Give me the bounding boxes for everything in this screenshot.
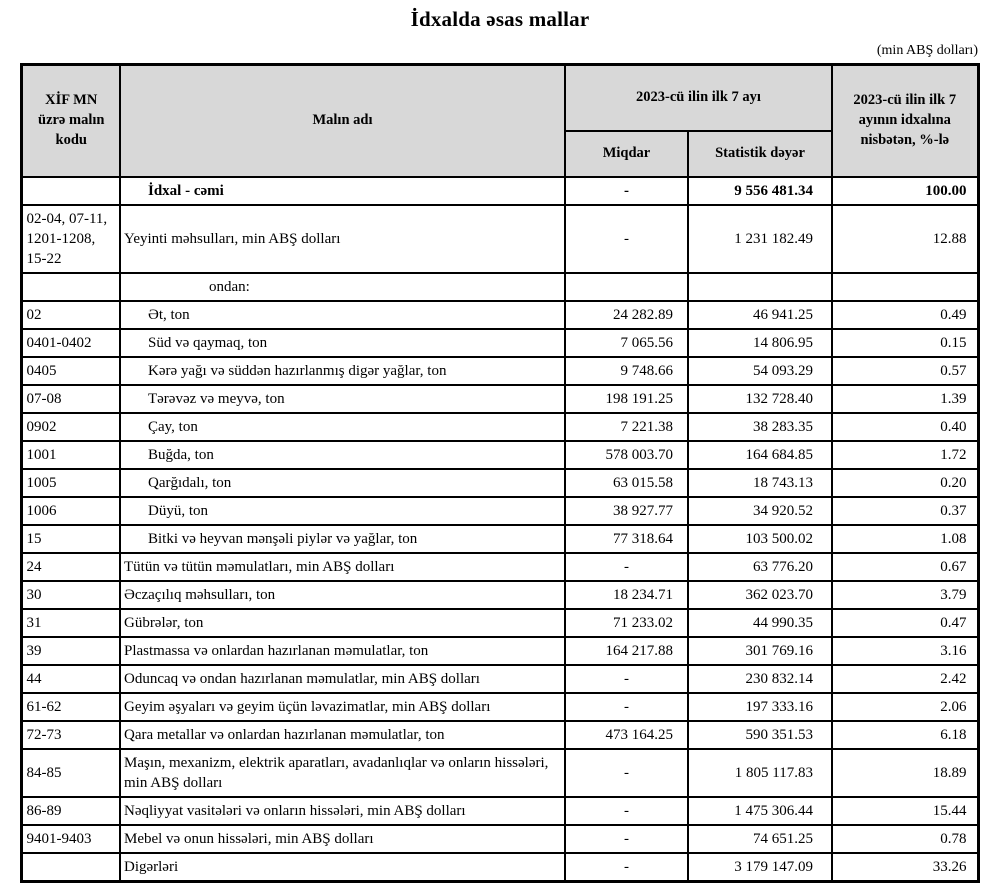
imports-table <box>20 63 979 883</box>
share-cell: 0.40 <box>832 413 978 441</box>
table-row <box>22 693 978 721</box>
stat-value-cell: 197 333.16 <box>688 693 832 721</box>
table-row <box>22 749 978 797</box>
stat-value-cell: 44 990.35 <box>688 609 832 637</box>
stat-value-cell: 9 556 481.34 <box>688 177 832 205</box>
header-share: 2023-cü ilin ilk 7 ayının idxalına nisbətən, %-lə <box>832 65 978 177</box>
quantity-cell: 164 217.88 <box>565 637 688 665</box>
share-cell: 33.26 <box>832 853 978 882</box>
quantity-cell: 578 003.70 <box>565 441 688 469</box>
table-row <box>22 497 978 525</box>
quantity-cell: 9 748.66 <box>565 357 688 385</box>
header-period: 2023-cü ilin ilk 7 ayı <box>565 65 832 131</box>
code-cell: 39 <box>22 637 120 665</box>
stat-value-cell: 63 776.20 <box>688 553 832 581</box>
name-cell: Oduncaq və ondan hazırlanan məmulatlar, min ABŞ dolları <box>120 665 565 693</box>
stat-value-cell: 1 475 306.44 <box>688 797 832 825</box>
name-cell: Mebel və onun hissələri, min ABŞ dolları <box>120 825 565 853</box>
name-cell: Maşın, mexanizm, elektrik aparatları, avadanlıqlar və onların hissələri, min ABŞ dolları <box>120 749 565 797</box>
quantity-cell <box>565 273 688 301</box>
quantity-cell: - <box>565 665 688 693</box>
code-cell: 1005 <box>22 469 120 497</box>
code-cell: 9401-9403 <box>22 825 120 853</box>
quantity-cell: 77 318.64 <box>565 525 688 553</box>
name-cell: Ət, ton <box>120 301 565 329</box>
share-cell: 0.15 <box>832 329 978 357</box>
quantity-cell: 38 927.77 <box>565 497 688 525</box>
share-cell: 100.00 <box>832 177 978 205</box>
table-row <box>22 385 978 413</box>
table-row <box>22 525 978 553</box>
code-cell <box>22 177 120 205</box>
table-row <box>22 721 978 749</box>
name-cell: Bitki və heyvan mənşəli piylər və yağlar, ton <box>120 525 565 553</box>
name-cell: Əczaçılıq məhsulları, ton <box>120 581 565 609</box>
quantity-cell: 473 164.25 <box>565 721 688 749</box>
quantity-cell: 71 233.02 <box>565 609 688 637</box>
name-cell: Tərəvəz və meyvə, ton <box>120 385 565 413</box>
table-row <box>22 581 978 609</box>
stat-value-cell: 74 651.25 <box>688 825 832 853</box>
table-body <box>22 177 978 882</box>
stat-value-cell: 301 769.16 <box>688 637 832 665</box>
table-row <box>22 329 978 357</box>
share-cell: 0.67 <box>832 553 978 581</box>
table-row <box>22 853 978 882</box>
code-cell: 72-73 <box>22 721 120 749</box>
stat-value-cell: 54 093.29 <box>688 357 832 385</box>
stat-value-cell: 38 283.35 <box>688 413 832 441</box>
share-cell: 1.39 <box>832 385 978 413</box>
header-quantity: Miqdar <box>565 131 688 177</box>
table-row <box>22 553 978 581</box>
table-row <box>22 357 978 385</box>
quantity-cell: 198 191.25 <box>565 385 688 413</box>
name-cell: Qara metallar və onlardan hazırlanan məmulatlar, ton <box>120 721 565 749</box>
quantity-cell: - <box>565 693 688 721</box>
code-cell: 86-89 <box>22 797 120 825</box>
quantity-cell: - <box>565 205 688 273</box>
code-cell: 1006 <box>22 497 120 525</box>
code-cell: 44 <box>22 665 120 693</box>
quantity-cell: - <box>565 749 688 797</box>
table-row <box>22 441 978 469</box>
code-cell: 24 <box>22 553 120 581</box>
name-cell: Gübrələr, ton <box>120 609 565 637</box>
share-cell: 0.20 <box>832 469 978 497</box>
share-cell: 12.88 <box>832 205 978 273</box>
share-cell: 15.44 <box>832 797 978 825</box>
table-row <box>22 797 978 825</box>
header-code: XİF MN üzrə malın kodu <box>22 65 120 177</box>
stat-value-cell: 34 920.52 <box>688 497 832 525</box>
stat-value-cell: 14 806.95 <box>688 329 832 357</box>
code-cell <box>22 273 120 301</box>
quantity-cell: 63 015.58 <box>565 469 688 497</box>
code-cell <box>22 853 120 882</box>
header-name: Malın adı <box>120 65 565 177</box>
name-cell: Buğda, ton <box>120 441 565 469</box>
name-cell: Süd və qaymaq, ton <box>120 329 565 357</box>
share-cell: 1.72 <box>832 441 978 469</box>
code-cell: 0401-0402 <box>22 329 120 357</box>
name-cell: Çay, ton <box>120 413 565 441</box>
code-cell: 1001 <box>22 441 120 469</box>
code-cell: 15 <box>22 525 120 553</box>
code-cell: 0902 <box>22 413 120 441</box>
table-row <box>22 177 978 205</box>
code-cell: 02 <box>22 301 120 329</box>
stat-value-cell <box>688 273 832 301</box>
header-stat-value: Statistik dəyər <box>688 131 832 177</box>
share-cell: 6.18 <box>832 721 978 749</box>
code-cell: 02-04, 07-11, 1201-1208, 15-22 <box>22 205 120 273</box>
name-cell: Yeyinti məhsulları, min ABŞ dolları <box>120 205 565 273</box>
name-cell: Düyü, ton <box>120 497 565 525</box>
quantity-cell: - <box>565 853 688 882</box>
share-cell <box>832 273 978 301</box>
table-row <box>22 637 978 665</box>
quantity-cell: - <box>565 177 688 205</box>
share-cell: 18.89 <box>832 749 978 797</box>
stat-value-cell: 18 743.13 <box>688 469 832 497</box>
table-row <box>22 273 978 301</box>
quantity-cell: 24 282.89 <box>565 301 688 329</box>
stat-value-cell: 1 805 117.83 <box>688 749 832 797</box>
stat-value-cell: 103 500.02 <box>688 525 832 553</box>
share-cell: 1.08 <box>832 525 978 553</box>
code-cell: 31 <box>22 609 120 637</box>
code-cell: 61-62 <box>22 693 120 721</box>
share-cell: 3.79 <box>832 581 978 609</box>
stat-value-cell: 132 728.40 <box>688 385 832 413</box>
name-cell: Qarğıdalı, ton <box>120 469 565 497</box>
share-cell: 3.16 <box>832 637 978 665</box>
table-row <box>22 665 978 693</box>
name-cell: Kərə yağı və süddən hazırlanmış digər yağlar, ton <box>120 357 565 385</box>
name-cell: Plastmassa və onlardan hazırlanan məmulatlar, ton <box>120 637 565 665</box>
table-row <box>22 469 978 497</box>
page-title: İdxalda əsas mallar <box>410 7 590 31</box>
share-cell: 0.47 <box>832 609 978 637</box>
quantity-cell: 7 065.56 <box>565 329 688 357</box>
quantity-cell: - <box>565 797 688 825</box>
stat-value-cell: 164 684.85 <box>688 441 832 469</box>
table-row <box>22 301 978 329</box>
name-cell: İdxal - cəmi <box>120 177 565 205</box>
share-cell: 0.78 <box>832 825 978 853</box>
table-row <box>22 609 978 637</box>
quantity-cell: - <box>565 553 688 581</box>
code-cell: 84-85 <box>22 749 120 797</box>
share-cell: 2.42 <box>832 665 978 693</box>
quantity-cell: - <box>565 825 688 853</box>
unit-note: (min ABŞ dolları) <box>876 43 978 58</box>
share-cell: 0.49 <box>832 301 978 329</box>
table-row <box>22 205 978 273</box>
name-cell: ondan: <box>120 273 565 301</box>
quantity-cell: 18 234.71 <box>565 581 688 609</box>
share-cell: 2.06 <box>832 693 978 721</box>
stat-value-cell: 230 832.14 <box>688 665 832 693</box>
code-cell: 07-08 <box>22 385 120 413</box>
code-cell: 30 <box>22 581 120 609</box>
name-cell: Digərləri <box>120 853 565 882</box>
stat-value-cell: 1 231 182.49 <box>688 205 832 273</box>
name-cell: Geyim əşyaları və geyim üçün ləvazimatlar, min ABŞ dolları <box>120 693 565 721</box>
stat-value-cell: 362 023.70 <box>688 581 832 609</box>
name-cell: Tütün və tütün məmulatları, min ABŞ dolları <box>120 553 565 581</box>
share-cell: 0.37 <box>832 497 978 525</box>
table-row <box>22 413 978 441</box>
code-cell: 0405 <box>22 357 120 385</box>
stat-value-cell: 3 179 147.09 <box>688 853 832 882</box>
name-cell: Nəqliyyat vasitələri və onların hissələri, min ABŞ dolları <box>120 797 565 825</box>
stat-value-cell: 590 351.53 <box>688 721 832 749</box>
stat-value-cell: 46 941.25 <box>688 301 832 329</box>
quantity-cell: 7 221.38 <box>565 413 688 441</box>
share-cell: 0.57 <box>832 357 978 385</box>
header-row-1 <box>22 65 978 131</box>
table-row <box>22 825 978 853</box>
